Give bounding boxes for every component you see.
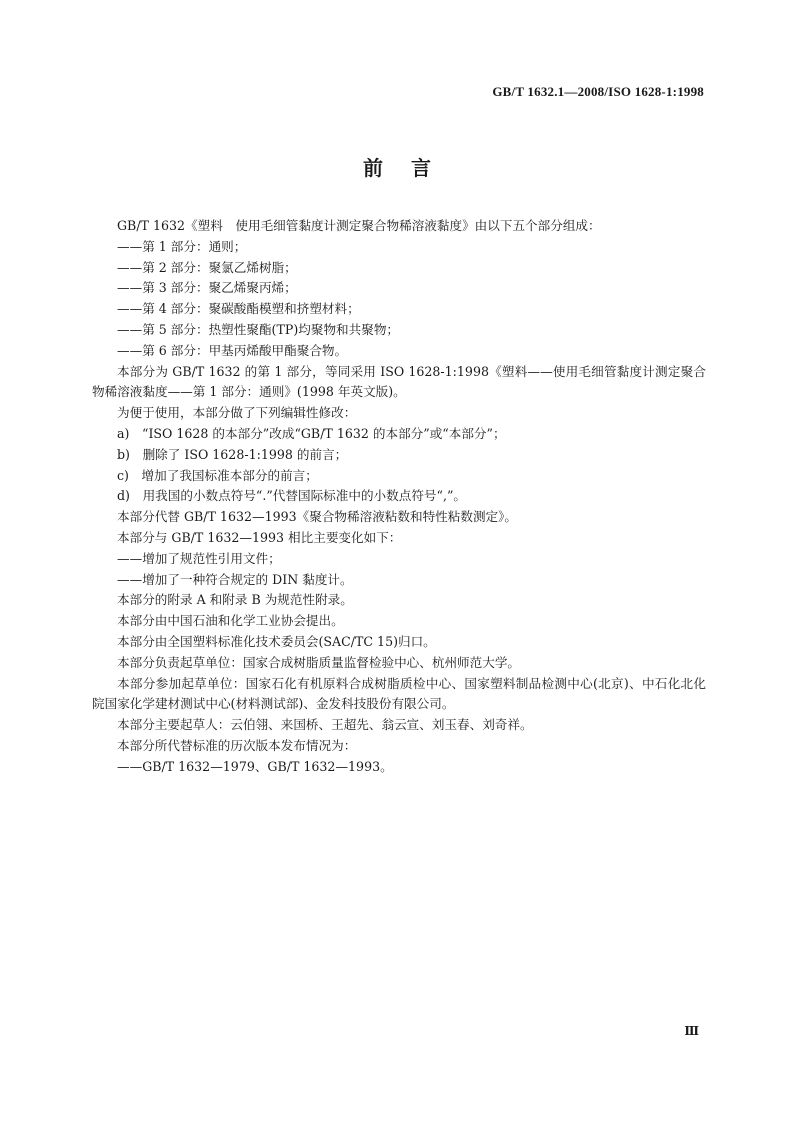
paragraph-changes-intro: 本部分与 GB/T 1632—1993 相比主要变化如下： [117, 529, 402, 545]
list-item-part-6: ——第 6 部分：甲基丙烯酸甲酯聚合物。 [117, 342, 348, 358]
paragraph-replaces: 本部分代替 GB/T 1632—1993《聚合物稀溶液粘数和特性粘数测定》。 [117, 509, 518, 525]
list-item-part-1: ——第 1 部分：通则； [117, 238, 247, 254]
list-item-part-5: ——第 5 部分：热塑性聚酯(TP)均聚物和共聚物； [117, 321, 400, 337]
list-item-part-4: ——第 4 部分：聚碳酸酯模塑和挤塑材料； [117, 301, 360, 317]
list-item-part-3: ——第 3 部分：聚乙烯聚丙烯； [117, 280, 297, 296]
foreword-body [92, 216, 706, 778]
list-item-change-2: ——增加了一种符合规定的 DIN 黏度计。 [117, 571, 353, 587]
paragraph-intro: GB/T 1632《塑料 使用毛细管黏度计测定聚合物稀溶液黏度》由以下五个部分组成： [117, 218, 601, 233]
paragraph-managed-by: 本部分由全国塑料标准化技术委员会(SAC/TC 15)归口。 [117, 633, 436, 649]
list-item-history: ——GB/T 1632—1979、GB/T 1632—1993。 [117, 758, 393, 774]
list-item-edit-a: a) “ISO 1628 的本部分”改成“GB/T 1632 的本部分”或“本部分”； [117, 425, 506, 441]
paragraph-edits-intro: 为便于使用，本部分做了下列编辑性修改： [117, 405, 357, 421]
page-title: 前言 [363, 156, 459, 180]
paragraph-drafting-lead: 本部分负责起草单位：国家合成树脂质量监督检验中心、杭州师范大学。 [117, 654, 520, 670]
paragraph-history-intro: 本部分所代替标准的历次版本发布情况为： [117, 737, 357, 753]
list-item-edit-d: d) 用我国的小数点符号“.”代替国际标准中的小数点符号“,”。 [117, 488, 466, 504]
list-item-change-1: ——增加了规范性引用文件； [117, 550, 281, 566]
paragraph-proposed-by: 本部分由中国石油和化学工业协会提出。 [117, 613, 344, 629]
list-item-edit-c: c) 增加了我国标准本部分的前言； [117, 467, 318, 483]
paragraph-annexes: 本部分的附录 A 和附录 B 为规范性附录。 [117, 592, 353, 608]
list-item-edit-b: b) 删除了 ISO 1628-1:1998 的前言； [117, 446, 348, 462]
page-number: Ⅲ [684, 1024, 699, 1038]
standard-code-header: GB/T 1632.1—2008/ISO 1628-1:1998 [492, 84, 704, 99]
list-item-part-2: ——第 2 部分：聚氯乙烯树脂； [117, 259, 297, 275]
paragraph-adoption: 本部分为 GB/T 1632 的第 1 部分，等同采用 ISO 1628-1:1998《塑料——使用毛细管黏度计测定聚合物稀溶液黏度——第 1 部分：通则》(1998 年英文版)。 [92, 363, 706, 400]
paragraph-drafters: 本部分主要起草人：云伯翎、来国桥、王超先、翁云宣、刘玉春、刘奇祥。 [117, 717, 533, 733]
paragraph-drafting-participants: 本部分参加起草单位：国家石化有机原料合成树脂质检中心、国家塑料制品检测中心(北京)、中石化北化院国家化学建材测试中心(材料测试部)、金发科技股份有限公司。 [92, 675, 706, 712]
